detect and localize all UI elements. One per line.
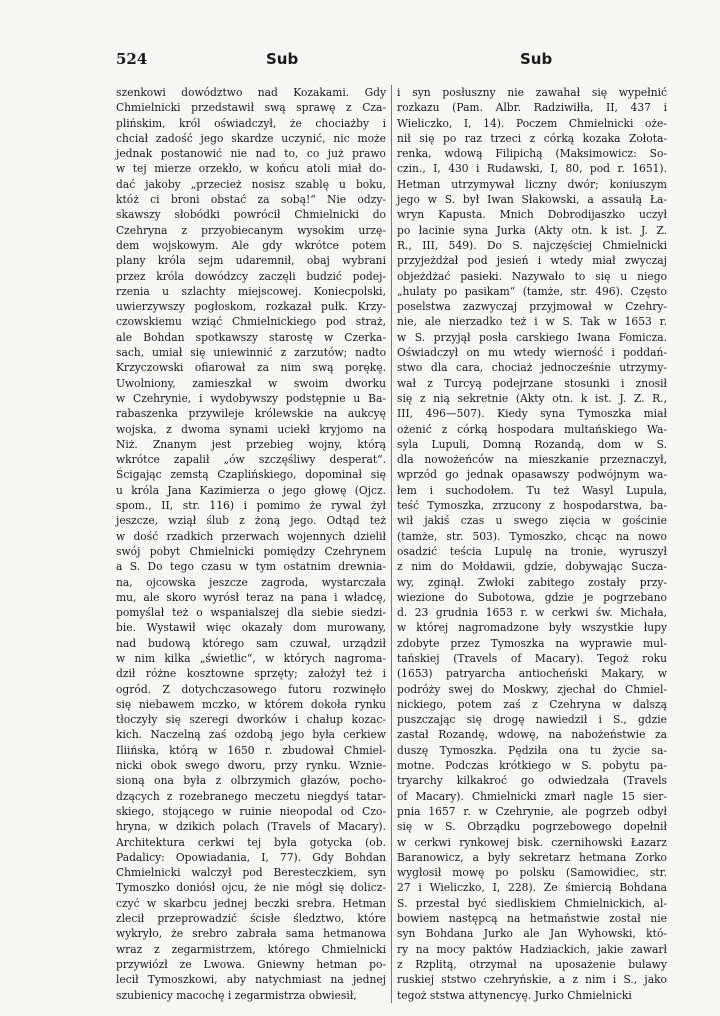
- text-line: Czehryna z przyobiecanym wysokim urzę-: [116, 223, 386, 237]
- text-line: dzących z rozebranego meczetu niegdyś tatar-: [116, 789, 386, 803]
- text-line: stwo dla cara, chociaż jednocześnie utrzymy-: [397, 361, 667, 375]
- text-line: zdobyte przez Tymoszka na wyprawie mul-: [397, 636, 667, 650]
- text-line: dać jakoby „przecież nosisz szablę u boku,: [116, 177, 386, 191]
- text-line: a S. Do tego czasu w tym ostatnim drewnia-: [116, 560, 386, 574]
- running-head-left: Sub: [266, 50, 299, 68]
- text-line: ry na mocy paktów Hadziackich, jakie zawarł: [397, 942, 667, 956]
- text-line: wryn Kapusta. Mnich Dobrodijaszko uczył: [397, 208, 667, 222]
- text-line: dem wojskowym. Ale gdy wkrótce potem: [116, 238, 386, 252]
- text-line: bowiem następcą na hetmaństwie został nie: [397, 912, 667, 926]
- text-line: czyć w skarbcu jednej beczki srebra. Hetman: [116, 896, 386, 910]
- text-line: któż ci broni obstać za sobą!“ Nie odzy-: [116, 193, 386, 207]
- text-line: dził różne kosztowne sprzęty; założył też i: [116, 667, 386, 681]
- running-head-right: Sub: [520, 50, 553, 68]
- right-text-column: [397, 85, 667, 1003]
- column-divider: [391, 85, 392, 1003]
- text-line: szenkowi dowództwo nad Kozakami. Gdy: [116, 86, 386, 99]
- text-line: plany króla sejm udaremnił, obaj wybrani: [116, 254, 386, 268]
- text-line: nił się po raz trzeci z córką kozaka Zołota-: [397, 131, 667, 145]
- text-line: tegoż ststwa attynencyę. Jurko Chmielnicki: [397, 988, 632, 1002]
- text-line: „hulaty po pasikam“ (tamże, str. 496). Często: [397, 284, 667, 298]
- text-line: w nim kilka „świetlic“, w których nagroma-: [116, 651, 386, 665]
- text-line: sach, umiał się uniewinnić z zarzutów; nadto: [116, 346, 386, 360]
- text-line: uwierzywszy pogłoskom, rozkazał pułk. Krzy-: [116, 300, 386, 314]
- text-line: wiezione do Subotowa, gdzie je pogrzebano: [397, 590, 667, 604]
- text-line: w tej mierze orzekło, w końcu atoli miał do-: [116, 162, 386, 176]
- text-line: Oświadczył on mu wtedy wierność i poddań-: [397, 346, 667, 360]
- text-line: Niż. Znanym jest przebieg wojny, którą: [116, 437, 386, 451]
- text-line: Chmielnicki walczył pod Beresteczkiem, syn: [116, 866, 386, 880]
- text-line: szubienicy macochę i zegarmistrza obwiesił,: [116, 988, 357, 1002]
- text-line: spom., II, str. 116) i pomimo że rywal żył: [116, 499, 386, 513]
- text-line: podróży swej do Moskwy, zjechał do Chmiel-: [397, 682, 667, 696]
- text-line: ale Bohdan spotkawszy starostę w Czerka-: [116, 330, 386, 344]
- text-line: i syn posłuszny nie zawahał się wypełnić: [397, 86, 667, 99]
- text-line: wykryło, że srebro zabrała sama hetmanowa: [116, 927, 386, 941]
- text-line: pomyślał też o wspanialszej dla siebie siedzi-: [116, 606, 386, 620]
- text-line: na, ojcowska jeszcze zagroda, wystarczała: [116, 575, 386, 589]
- text-line: pnia 1657 r. w Czehrynie, ale pogrzeb odbył: [397, 804, 667, 818]
- text-line: u króla Jana Kazimierza o jego głowę (Ojcz.: [116, 483, 386, 497]
- text-line: tryarchy kilkakroć go odwiedzała (Travels: [397, 774, 667, 788]
- text-line: Tymoszko doniósł ojcu, że nie mógł się dolicz-: [116, 881, 386, 895]
- left-text-column: [116, 85, 386, 1003]
- text-line: (1653) patryarcha antiocheński Makary, w: [397, 667, 667, 681]
- text-line: S. przestał być siedliskiem Chmielnickich, al-: [397, 896, 667, 910]
- text-line: Ścigając zemstą Czaplińskiego, dopominał się: [116, 468, 386, 482]
- text-line: z Rzplitą, otrzymał na uposażenie bulawy: [397, 957, 667, 971]
- text-line: tańskiej (Travels of Macary). Tegoż roku: [397, 651, 667, 665]
- text-line: teść Tymoszka, zrzucony z hospodarstwa, ba-: [397, 499, 667, 513]
- text-line: po łacinie syna Jurka (Akty otn. k ist. J. Z.: [397, 223, 667, 237]
- text-line: w Czehrynie, i wydobywszy podstępnie u Ba-: [116, 391, 386, 405]
- text-line: jego w S. był Iwan Słakowski, a assaułą Ła-: [397, 193, 667, 207]
- text-line: wy, zginął. Zwłoki zabitego zostały przy-: [397, 575, 667, 589]
- text-line: hryna, w dzikich polach (Travels of Macary).: [116, 820, 386, 834]
- text-line: wał z Turcyą podejrzane stosunki i znosił: [397, 376, 667, 390]
- text-line: przywiózł ze Lwowa. Gniewny hetman po-: [116, 957, 386, 971]
- text-line: objeżdżać pasieki. Nazywało to się u niego: [397, 269, 667, 283]
- text-line: of Macary). Chmielnicki zmarł nagle 15 sier-: [397, 789, 667, 803]
- text-line: przyjeżdżał pod jesień i wtedy miał zwyczaj: [397, 254, 667, 268]
- text-line: R., III, 549). Do S. najczęściej Chmielnicki: [397, 238, 667, 252]
- text-line: syn Bohdana Jurko ale Jan Wyhowski, któ-: [397, 927, 667, 941]
- text-line: wraz z zegarmistrzem, którego Chmielnicki: [116, 942, 386, 956]
- text-line: czowskiemu wziąć Chmielnickiego pod straż,: [116, 315, 386, 329]
- text-line: Hetman utrzymywał liczny dwór; koniuszym: [397, 177, 667, 191]
- text-line: renka, wdową Filipichą (Maksimowicz: So-: [397, 147, 667, 161]
- text-line: wił jakiś czas u swego zięcia w gościnie: [397, 514, 667, 528]
- text-line: z nim do Mołdawii, gdzie, dobywając Sucza-: [397, 560, 667, 574]
- text-line: ogród. Z dotychczasowego futoru rozwinęło: [116, 682, 386, 696]
- text-line: nicki obok swego dworu, przy rynku. Wznie-: [116, 759, 386, 773]
- text-line: wkrótce zapalił „ów szczęśliwy desperat“.: [116, 453, 386, 467]
- text-line: nie, ale nierzadko też i w S. Tak w 1653 r.: [397, 315, 667, 329]
- text-line: jednak postanowić nie nad to, co już prawo: [116, 147, 386, 161]
- text-line: ożenić z córką hospodara multańskiego Wa-: [397, 422, 667, 436]
- text-line: skiego, stojącego w ruinie nieopodal od Czo-: [116, 804, 386, 818]
- text-line: jeszcze, wziął ślub z żoną jego. Odtąd też: [116, 514, 386, 528]
- text-line: nickiego, potem zaś z Czehryna w dalszą: [397, 697, 667, 711]
- text-line: Uwolniony, zamieszkał w swoim dworku: [116, 376, 386, 390]
- text-line: 27 i Wieliczko, I, 228). Ze śmiercią Bohdana: [397, 881, 667, 895]
- text-line: przez króla dowódzcy zaczęli budzić podej-: [116, 269, 386, 283]
- text-line: d. 23 grudnia 1653 r. w cerkwi św. Michała,: [397, 606, 667, 620]
- text-line: sioną ona była z olbrzymich głazów, pocho-: [116, 774, 386, 788]
- text-line: lecił Tymoszkowi, aby natychmiast na jednej: [116, 973, 386, 987]
- text-line: Wieliczko, I, 14). Poczem Chmielnicki oże-: [397, 116, 667, 130]
- text-line: Baranowicz, a były sekretarz hetmana Zorko: [397, 850, 667, 864]
- text-line: wygłosił mowę po polsku (Samowidiec, str.: [397, 866, 667, 880]
- text-line: rabaszenka przywileje królewskie na aukcyę: [116, 407, 386, 421]
- text-line: mu, ale skoro wyrósł teraz na pana i władcę,: [116, 590, 386, 604]
- text-line: plińskim, król oświadczył, że chociażby i: [116, 116, 386, 130]
- text-line: zastał Rozandę, wdowę, na nabożeństwie za: [397, 728, 667, 742]
- text-line: bie. Wystawił więc okazały dom murowany,: [116, 621, 386, 635]
- text-line: Padalicy: Opowiadania, I, 77). Gdy Bohdan: [116, 850, 386, 864]
- text-line: się niebawem mczko, w którem dokoła rynku: [116, 697, 386, 711]
- text-line: chciał zadość jego skardze uczynić, nic może: [116, 131, 386, 145]
- text-line: motne. Podczas krótkiego w S. pobytu pa-: [397, 759, 667, 773]
- text-line: tłoczyły się szeregi dworków i chałup kozac-: [116, 713, 386, 727]
- text-line: wojska, z dwoma synami uciekł kryjomo na: [116, 422, 386, 436]
- text-line: osadzić teścia Lupulę na tronie, wyruszył: [397, 544, 667, 558]
- text-line: duszę Tymoszka. Pędziła ona tu życie sa-: [397, 743, 667, 757]
- text-line: rozkazu (Pam. Albr. Radziwiłła, II, 437 i: [397, 101, 667, 115]
- text-line: Architektura cerkwi tej była gotycka (ob.: [116, 835, 386, 849]
- text-line: puszczając się drogę nawiedził i S., gdzie: [397, 713, 667, 727]
- text-line: skawszy słobódki powrócił Chmielnicki do: [116, 208, 386, 222]
- text-line: nad budową którego sam czuwał, urządził: [116, 636, 386, 650]
- text-line: w dość rzadkich przerwach wojennych dzielił: [116, 529, 386, 543]
- text-line: się w S. Obrządku pogrzebowego dopełnił: [397, 820, 667, 834]
- text-line: Iliińska, którą w 1650 r. zbudował Chmiel-: [116, 743, 386, 757]
- text-line: syla Lupuli, Domną Rozandą, dom w S.: [397, 437, 667, 451]
- text-line: dla nowożeńców na mieszkanie przeznaczył,: [397, 453, 667, 467]
- text-line: w S. przyjął posła carskiego Iwana Fomicza.: [397, 330, 667, 344]
- page-header: [116, 50, 654, 72]
- text-line: ruskiej ststwo czehryńskie, a z nim i S., jako: [397, 973, 667, 987]
- text-line: w cerkwi rynkowej bisk. czernihowski Łazarz: [397, 835, 667, 849]
- text-line: wprzód go jednak opasawszy podwójnym wa-: [397, 468, 667, 482]
- text-line: zlecił przeprowadzić ścisłe śledztwo, które: [116, 912, 386, 926]
- text-line: (tamże, str. 503). Tymoszko, chcąc na nowo: [397, 529, 667, 543]
- text-line: czin., I, 430 i Rudawski, I, 80, pod r. 1651).: [397, 162, 667, 176]
- page-number: 524: [116, 50, 148, 68]
- text-line: się z nią sekretnie (Akty otn. k ist. J. Z. R.,: [397, 391, 667, 405]
- text-line: poselstwa zazwyczaj przyjmował w Czehry-: [397, 300, 667, 314]
- text-line: swój pobyt Chmielnicki pomiędzy Czehrynem: [116, 544, 386, 558]
- text-line: Krzyczowski ofiarował za nim swą porękę.: [116, 361, 386, 375]
- text-line: kich. Naczelną zaś ozdobą jego była cerkiew: [116, 728, 386, 742]
- text-line: III, 496—507). Kiedy syna Tymoszka miał: [397, 407, 667, 421]
- text-line: łem i suchodołem. Tu też Wasyl Lupula,: [397, 483, 667, 497]
- text-line: Chmielnicki przedstawił swą sprawę z Cza-: [116, 101, 386, 115]
- text-line: w której nagromadzone były wszystkie łupy: [397, 621, 667, 635]
- text-line: rzenia u szlachty miejscowej. Koniecpolski,: [116, 284, 386, 298]
